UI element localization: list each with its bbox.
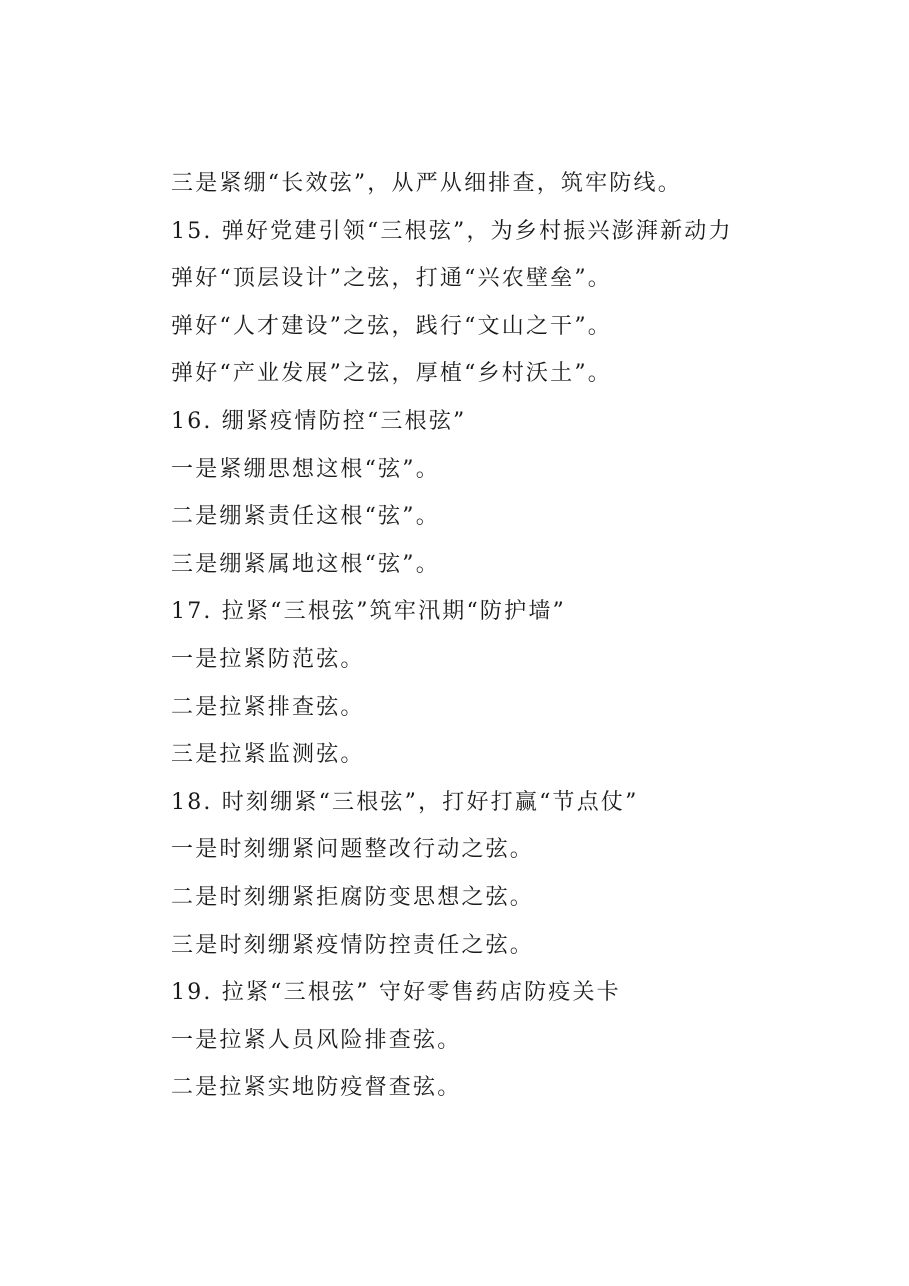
section-heading: 17. 拉紧“三根弦”筑牢汛期“防护墙” (171, 599, 566, 625)
text-line: 三是时刻绷紧疫情防控责任之弦。 (171, 932, 535, 958)
text-line: 一是时刻绷紧问题整改行动之弦。 (171, 837, 535, 863)
section-heading: 16. 绷紧疫情防控“三根弦” (171, 408, 467, 434)
text-line: 一是紧绷思想这根“弦”。 (171, 456, 440, 482)
text-line: 二是拉紧排查弦。 (171, 694, 365, 720)
text-line: 一是拉紧人员风险排查弦。 (171, 1027, 462, 1053)
text-line: 二是拉紧实地防疫督查弦。 (171, 1075, 462, 1101)
text-line: 二是时刻绷紧拒腐防变思想之弦。 (171, 884, 535, 910)
text-line: 一是拉紧防范弦。 (171, 646, 365, 672)
text-line: 三是拉紧监测弦。 (171, 742, 365, 768)
text-line: 弹好“人才建设”之弦，践行“文山之干”。 (171, 313, 612, 339)
text-line: 三是紧绷“长效弦”，从严从细排查，筑牢防线。 (171, 171, 682, 196)
text-line: 弹好“顶层设计”之弦，打通“兴农壁垒”。 (171, 266, 612, 292)
document-body (171, 160, 871, 1112)
section-heading: 18. 时刻绷紧“三根弦”，打好打赢“节点仗” (171, 789, 639, 815)
text-line: 二是绷紧责任这根“弦”。 (171, 504, 440, 530)
section-heading: 19. 拉紧“三根弦” 守好零售药店防疫关卡 (171, 980, 621, 1006)
text-line: 弹好“产业发展”之弦，厚植“乡村沃土”。 (171, 361, 612, 387)
text-line: 三是绷紧属地这根“弦”。 (171, 551, 440, 577)
section-heading: 15. 弹好党建引领“三根弦”，为乡村振兴澎湃新动力 (171, 218, 733, 244)
